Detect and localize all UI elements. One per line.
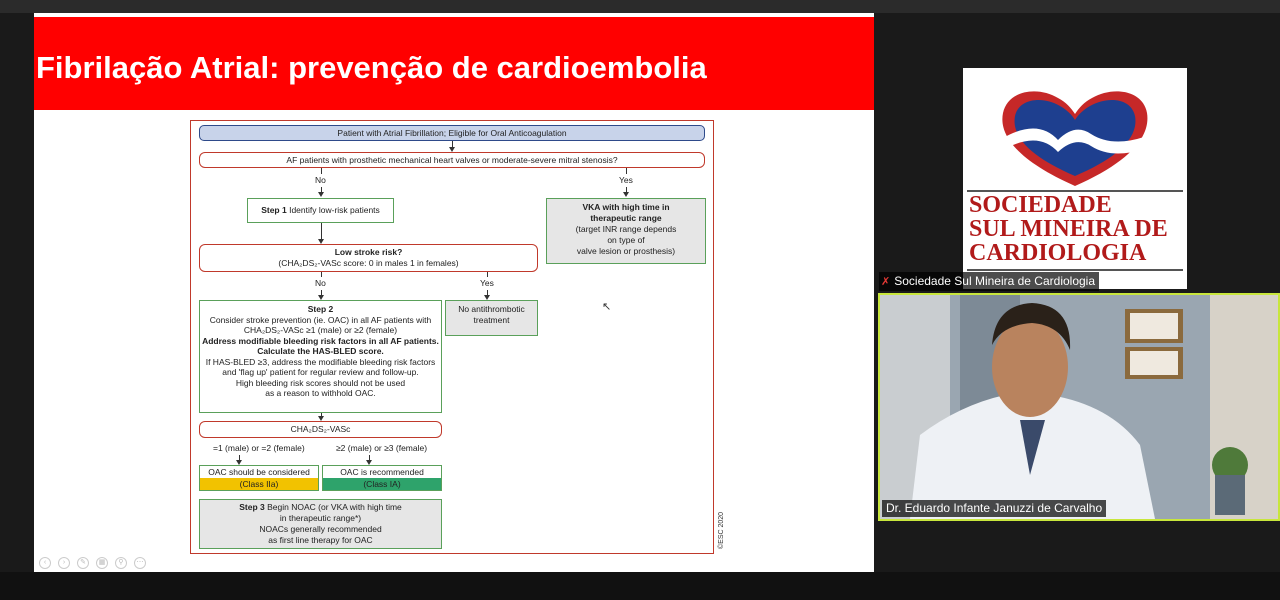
low-risk-box	[199, 244, 538, 272]
video-frame	[880, 295, 1278, 519]
vka-box	[546, 198, 706, 264]
bottom-bar	[0, 572, 1280, 600]
top-bar	[0, 0, 1280, 13]
heart-logo-icon	[963, 68, 1187, 198]
low-risk-title: Low stroke risk?	[334, 247, 403, 257]
vka-text-1: (target INR range depends	[575, 224, 677, 234]
logo-line-1: SOCIEDADE	[969, 192, 1112, 218]
step3-line-3: NOACs generally recommended	[259, 524, 382, 534]
oac-considered-box	[199, 465, 319, 491]
branch-left-label: =1 (male) or =2 (female)	[213, 443, 305, 453]
pen-icon[interactable]: ✎	[77, 557, 89, 569]
slide-header	[34, 17, 874, 110]
participant-logo-tile[interactable]	[963, 68, 1187, 289]
step2-line-3: Address modifiable bleeding risk factors in all AF patients.	[202, 335, 439, 346]
slide-title: Fibrilação Atrial: prevenção de cardioembolia	[36, 50, 707, 85]
participant-logo-name: Sociedade Sul Mineira de Cardiologia	[894, 274, 1096, 288]
no-antithrombotic-box	[445, 300, 538, 336]
step2-line-1: Consider stroke prevention (ie. OAC) in all AF patients with	[209, 314, 432, 325]
step2-line-7: High bleeding risk scores should not be used	[235, 377, 406, 388]
no-label-1: No	[315, 175, 326, 185]
flow-question-box: AF patients with prosthetic mechanical heart valves or moderate-severe mitral stenosis?	[199, 152, 705, 168]
vka-text-2: on type of	[607, 235, 645, 245]
participant-logo-name-tag	[879, 272, 1099, 291]
no-label-2: No	[315, 278, 326, 288]
step3-title: Step 3	[239, 502, 265, 512]
mouse-cursor-icon: ↖	[602, 301, 612, 313]
step1-text: Identify low-risk patients	[289, 205, 380, 215]
no-antithrombotic-line-1: No antithrombotic	[458, 304, 525, 314]
step3-box	[199, 499, 442, 549]
class-iia-badge: (Class IIa)	[200, 478, 318, 490]
prev-slide-icon[interactable]: ‹	[39, 557, 51, 569]
vka-title-2: therapeutic range	[590, 213, 662, 223]
step3-line-2: in therapeutic range*)	[279, 513, 362, 523]
low-risk-text: (CHA₂DS₂-VASc score: 0 in males 1 in females)	[278, 258, 459, 268]
step2-line-4: Calculate the HAS-BLED score.	[257, 346, 384, 356]
yes-label-2: Yes	[480, 278, 494, 288]
flow-top-box: Patient with Atrial Fibrillation; Eligible for Oral Anticoagulation	[199, 125, 705, 141]
no-antithrombotic-line-2: treatment	[473, 315, 510, 325]
slides-grid-icon[interactable]: ▦	[96, 557, 108, 569]
shared-screen-slide	[34, 13, 874, 572]
vka-text-3: valve lesion or prosthesis)	[576, 246, 676, 256]
esc-copyright: ©ESC 2020	[718, 511, 725, 549]
more-options-icon[interactable]: ⋯	[134, 557, 146, 569]
step1-title: Step 1	[261, 205, 287, 215]
step2-line-5: If HAS-BLED ≥3, address the modifiable bleeding risk factors	[205, 356, 436, 367]
logo-line-3: CARDIOLOGIA	[969, 240, 1147, 266]
active-speaker-name-tag: Dr. Eduardo Infante Januzzi de Carvalho	[882, 500, 1106, 517]
step2-line-8: as a reason to withhold OAC.	[265, 388, 376, 398]
active-speaker-video-tile[interactable]	[878, 293, 1280, 521]
step3-line-4: as first line therapy for OAC	[268, 535, 373, 545]
class-ia-badge: (Class IA)	[323, 478, 441, 490]
oac-recommended-box	[322, 465, 442, 491]
oac-considered-text: OAC should be considered	[208, 467, 310, 477]
step1-box	[247, 198, 394, 223]
mic-muted-icon: ✗	[881, 276, 891, 288]
step2-line-2: CHA₂DS₂-VASc ≥1 (male) or ≥2 (female)	[243, 325, 398, 335]
step2-line-6: and 'flag up' patient for regular review and follow-up.	[222, 367, 419, 377]
oac-recommended-text: OAC is recommended	[340, 467, 424, 477]
flowchart	[190, 120, 725, 554]
vka-title-1: VKA with high time in	[582, 202, 670, 212]
step2-box	[199, 300, 442, 413]
yes-label-1: Yes	[619, 175, 633, 185]
logo-line-2: SUL MINEIRA DE	[969, 216, 1168, 242]
branch-right-label: ≥2 (male) or ≥3 (female)	[336, 443, 428, 453]
step2-title: Step 2	[307, 304, 334, 314]
cha-vasc-box: CHA₂DS₂-VASc	[199, 421, 442, 438]
next-slide-icon[interactable]: ›	[58, 557, 70, 569]
zoom-icon[interactable]: ⚲	[115, 557, 127, 569]
step3-line-1: Begin NOAC (or VKA with high time	[267, 502, 402, 512]
